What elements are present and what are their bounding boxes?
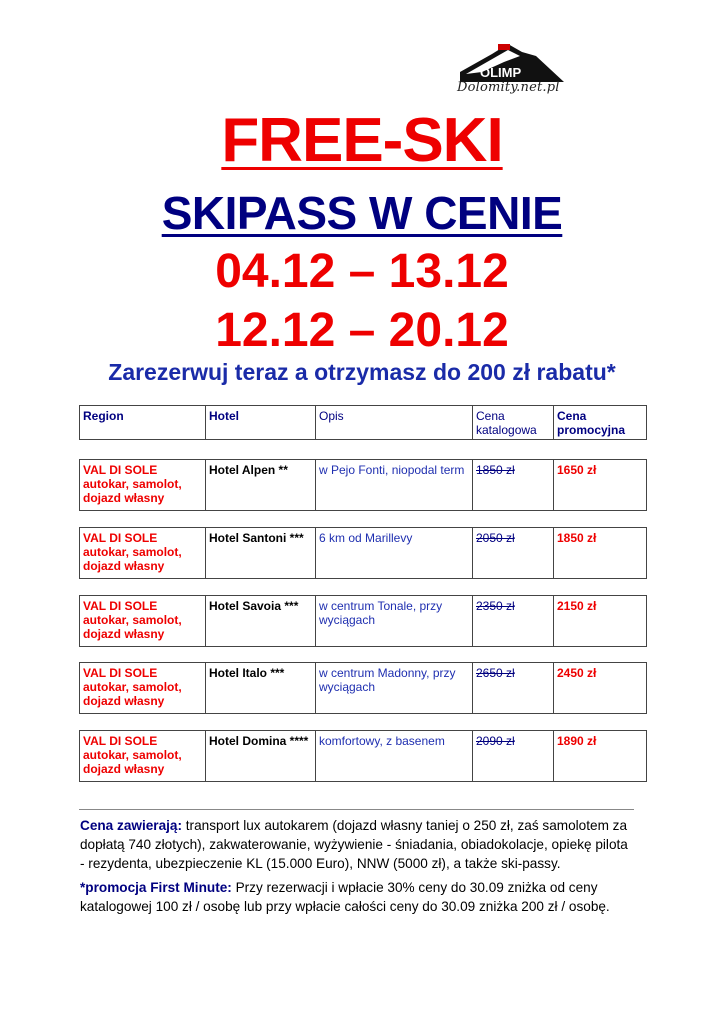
promo-headline: Zarezerwuj teraz a otrzymasz do 200 zł rabatu*	[108, 359, 616, 385]
first-minute-note	[80, 878, 632, 916]
date-range-1: 04.12 – 13.12	[215, 245, 509, 298]
row-region: VAL DI SOLE autokar, samolot, dojazd własny	[80, 731, 206, 782]
row-cena-promocyjna: 1890 zł	[554, 731, 647, 782]
price-includes-note	[80, 816, 632, 873]
price-includes-label: Cena zawierają:	[80, 818, 182, 833]
footer-divider	[79, 809, 634, 810]
hotel-row	[79, 527, 647, 579]
header-cena-promocyjna: Cena promocyjna	[554, 406, 647, 440]
row-opis: 6 km od Marillevy	[316, 528, 473, 579]
row-hotel: Hotel Italo ***	[206, 663, 316, 714]
row-cena-katalogowa: 2090 zł	[476, 734, 515, 748]
row-region: VAL DI SOLE autokar, samolot, dojazd własny	[80, 596, 206, 647]
row-cena-katalogowa: 2650 zł	[476, 666, 515, 680]
row-cena-promocyjna: 1650 zł	[554, 460, 647, 511]
row-region: VAL DI SOLE autokar, samolot, dojazd własny	[80, 528, 206, 579]
logo-brand-text: OLIMP	[480, 65, 522, 80]
row-cena-katalogowa: 2050 zł	[476, 531, 515, 545]
first-minute-text: Przy rezerwacji i wpłacie 30% ceny do 30.09 zniżka od ceny katalogowej 100 zł / osobę lub przy wpłacie całości ceny do 30.09 zniżka 200 zł / osobę.	[80, 880, 610, 914]
header-cena-katalogowa: Cena katalogowa	[473, 406, 554, 440]
row-hotel: Hotel Alpen **	[206, 460, 316, 511]
row-hotel: Hotel Santoni ***	[206, 528, 316, 579]
row-cena-promocyjna: 1850 zł	[554, 528, 647, 579]
row-cena-promocyjna: 2450 zł	[554, 663, 647, 714]
row-opis: w centrum Tonale, przy wyciągach	[316, 596, 473, 647]
row-cena-katalogowa: 1850 zł	[476, 463, 515, 477]
row-opis: komfortowy, z basenem	[316, 731, 473, 782]
subtitle: SKIPASS W CENIE	[161, 187, 563, 239]
logo-site-text: Dolomity.net.pl	[457, 80, 560, 95]
header-opis: Opis	[316, 406, 473, 440]
header-hotel: Hotel	[206, 406, 316, 440]
price-table-header	[79, 405, 647, 440]
hotel-row	[79, 730, 647, 782]
row-opis: w centrum Madonny, przy wyciągach	[316, 663, 473, 714]
hotel-row	[79, 459, 647, 511]
row-opis: w Pejo Fonti, niopodal term	[316, 460, 473, 511]
date-range-2: 12.12 – 20.12	[215, 304, 509, 357]
row-hotel: Hotel Domina ****	[206, 731, 316, 782]
row-hotel: Hotel Savoia ***	[206, 596, 316, 647]
header-region: Region	[80, 406, 206, 440]
hotel-row	[79, 595, 647, 647]
row-region: VAL DI SOLE autokar, samolot, dojazd własny	[80, 663, 206, 714]
first-minute-label: *promocja First Minute:	[80, 880, 232, 895]
hotel-row	[79, 662, 647, 714]
row-cena-promocyjna: 2150 zł	[554, 596, 647, 647]
row-cena-katalogowa: 2350 zł	[476, 599, 515, 613]
price-includes-text: transport lux autokarem (dojazd własny taniej o 250 zł, zaś samolotem za dopłatą 740 złotych), zakwaterowanie, wyżywienie - śniadania, obiadokolacje, opiekę pilota - rezydenta, ubezpieczenie KL (15.000 Euro), NNW (5000 zł), a także ski-passy.	[80, 818, 628, 871]
main-title: FREE-SKI	[221, 106, 503, 175]
row-region: VAL DI SOLE autokar, samolot, dojazd własny	[80, 460, 206, 511]
